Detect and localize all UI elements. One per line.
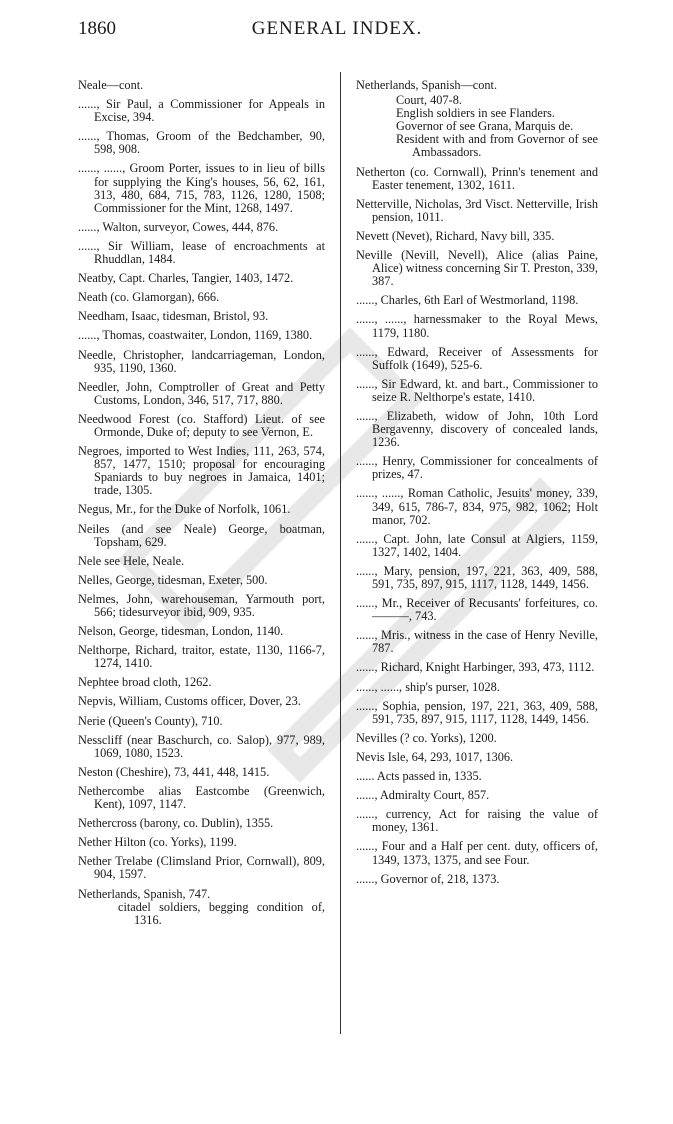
index-entry: Nelson, George, tidesman, London, 1140. <box>78 624 284 639</box>
index-entry: Nethercombe alias Eastcombe (Greenwich, Kent), 1097, 1147. <box>78 783 325 812</box>
index-entry: ......, ......, harnessmaker to the Royal Mews, 1179, 1180. <box>356 312 598 340</box>
index-entry: Netterville, Nicholas, 3rd Visct. Netterville, Irish pension, 1011. <box>356 196 598 224</box>
index-entry: Nevilles (? co. Yorks), 1200. <box>356 730 497 745</box>
index-entry: Netherton (co. Cornwall), Prinn's tenement and Easter tenement, 1302, 1611. <box>356 164 598 192</box>
index-entry: ......, Walton, surveyor, Cowes, 444, 876. <box>78 219 279 234</box>
index-entry: ......, Richard, Knight Harbinger, 393, 473, 1112. <box>356 660 595 675</box>
index-entry: Neatby, Capt. Charles, Tangier, 1403, 1472. <box>78 271 294 286</box>
index-entry: ......, Charles, 6th Earl of Westmorland, 1198. <box>356 293 579 308</box>
page-header <box>78 18 596 42</box>
index-entry: Nevis Isle, 64, 293, 1017, 1306. <box>356 749 514 764</box>
index-entry: ......, Mr., Receiver of Recusants' forfeitures, co. ———, 743. <box>356 596 598 624</box>
index-entry: ...... Acts passed in, 1335. <box>356 769 482 784</box>
index-entry: ......, Sir Edward, kt. and bart., Commissioner to seize R. Nelthorpe's estate, 1410. <box>356 376 598 404</box>
index-entry: Nerie (Queen's County), 710. <box>78 713 223 728</box>
index-entry: Nephtee broad cloth, 1262. <box>78 675 212 690</box>
index-subentry: English soldiers in see Flanders. <box>396 106 555 121</box>
index-entry: ......, Henry, Commissioner for concealments of prizes, 47. <box>356 454 598 482</box>
index-entry: Nesscliff (near Baschurch, co. Salop), 977, 989, 1069, 1080, 1523. <box>78 732 325 760</box>
index-entry: ......, Sir Paul, a Commissioner for Appeals in Excise, 394. <box>78 97 325 125</box>
index-entry: Needwood Forest (co. Stafford) Lieut. of see Ormonde, Duke of; deputy to see Vernon, E. <box>78 411 325 439</box>
index-entry: ......, ......, Roman Catholic, Jesuits' money, 339, 349, 615, 786-7, 834, 975, 982, 1062; Holt manor, 702. <box>356 486 598 527</box>
index-entry: ......, Elizabeth, widow of John, 10th Lord Bergavenny, discovery of concealed lands, 1236. <box>356 408 598 450</box>
index-entry: Needham, Isaac, tidesman, Bristol, 93. <box>78 309 269 324</box>
running-title: GENERAL INDEX. <box>251 18 423 39</box>
index-entry: ......, Admiralty Court, 857. <box>356 788 490 803</box>
index-entry: Nelles, George, tidesman, Exeter, 500. <box>78 572 268 587</box>
index-entry: ......, ......, Groom Porter, issues to in lieu of bills for supplying the King's houses, 56, 62, 161, 313, 480, 684, 715, 783, 1126, 1280, 1508; Commissioner for the Mint, 1268, 1497. <box>78 161 325 215</box>
index-entry: ......, Sir William, lease of encroachments at Rhuddlan, 1484. <box>78 238 325 267</box>
index-entry: Neston (Cheshire), 73, 441, 448, 1415. <box>78 764 270 779</box>
index-entry: Nether Hilton (co. Yorks), 1199. <box>78 835 237 850</box>
index-entry: ......, Thomas, Groom of the Bedchamber, 90, 598, 908. <box>78 129 325 157</box>
index-entry: Neath (co. Glamorgan), 666. <box>78 290 220 305</box>
index-subentry: Resident with and from Governor of see Ambassadors. <box>396 132 598 160</box>
index-entry: Netherlands, Spanish—cont. <box>356 78 498 92</box>
index-entry: ......, Four and a Half per cent. duty, officers of, 1349, 1373, 1375, and see Four. <box>356 839 598 867</box>
index-entry: Nepvis, William, Customs officer, Dover, 23. <box>78 694 301 709</box>
column-divider <box>340 72 341 1034</box>
index-entry: ......, Governor of, 218, 1373. <box>356 871 500 886</box>
page-number: 1860 <box>78 18 116 39</box>
index-entry: ......, Mris., witness in the case of Henry Neville, 787. <box>356 628 598 656</box>
index-entry: Negroes, imported to West Indies, 111, 263, 574, 857, 1477, 1510; proposal for encouraging Spaniards to buy negroes in Jamaica, 1401; trade, 1305. <box>78 444 325 498</box>
index-entry: Neale—cont. <box>78 78 144 92</box>
left-column <box>78 79 325 927</box>
index-entry: Needler, John, Comptroller of Great and Petty Customs, London, 346, 517, 717, 880. <box>78 379 325 407</box>
index-entry: Nelthorpe, Richard, traitor, estate, 1130, 1166-7, 1274, 1410. <box>78 643 325 671</box>
index-entry: ......, ......, ship's purser, 1028. <box>356 679 500 694</box>
index-entry: Needle, Christopher, landcarriageman, London, 935, 1190, 1360. <box>78 347 325 375</box>
index-entry: Nether Trelabe (Climsland Prior, Cornwall), 809, 904, 1597. <box>78 854 325 882</box>
index-entry: ......, Mary, pension, 197, 221, 363, 409, 588, 591, 735, 897, 915, 1117, 1128, 1449, 1456. <box>356 563 598 591</box>
index-entry: ......, currency, Act for raising the value of money, 1361. <box>356 807 598 835</box>
index-subentry: Governor of see Grana, Marquis de. <box>396 119 574 134</box>
index-entry: ......, Capt. John, late Consul at Algiers, 1159, 1327, 1402, 1404. <box>356 531 598 559</box>
index-entry: Neiles (and see Neale) George, boatman, Topsham, 629. <box>78 521 325 549</box>
index-entry: Nele see Hele, Neale. <box>78 553 185 568</box>
index-entry: Netherlands, Spanish, 747. <box>78 886 211 901</box>
index-entry: Neville (Nevill, Nevell), Alice (alias Paine, Alice) witness concerning Sir T. Preston, 339, 387. <box>356 248 598 289</box>
index-entry: Nevett (Nevet), Richard, Navy bill, 335. <box>356 228 555 243</box>
index-entry: Nelmes, John, warehouseman, Yarmouth port, 566; tidesurveyor ibid, 909, 935. <box>78 591 325 619</box>
index-subentry: citadel soldiers, begging condition of, 1316. <box>118 899 325 927</box>
index-entry: Nethercross (barony, co. Dublin), 1355. <box>78 816 274 831</box>
index-entry: ......, Thomas, coastwaiter, London, 1169, 1380. <box>78 328 313 343</box>
index-entry: ......, Sophia, pension, 197, 221, 363, 409, 588, 591, 735, 897, 915, 1117, 1128, 1449, 1456. <box>356 698 598 726</box>
index-subentry: Court, 407-8. <box>396 93 462 108</box>
index-entry: Negus, Mr., for the Duke of Norfolk, 1061. <box>78 502 291 517</box>
index-entry: ......, Edward, Receiver of Assessments for Suffolk (1649), 525-6. <box>356 344 598 372</box>
right-column <box>356 79 598 892</box>
